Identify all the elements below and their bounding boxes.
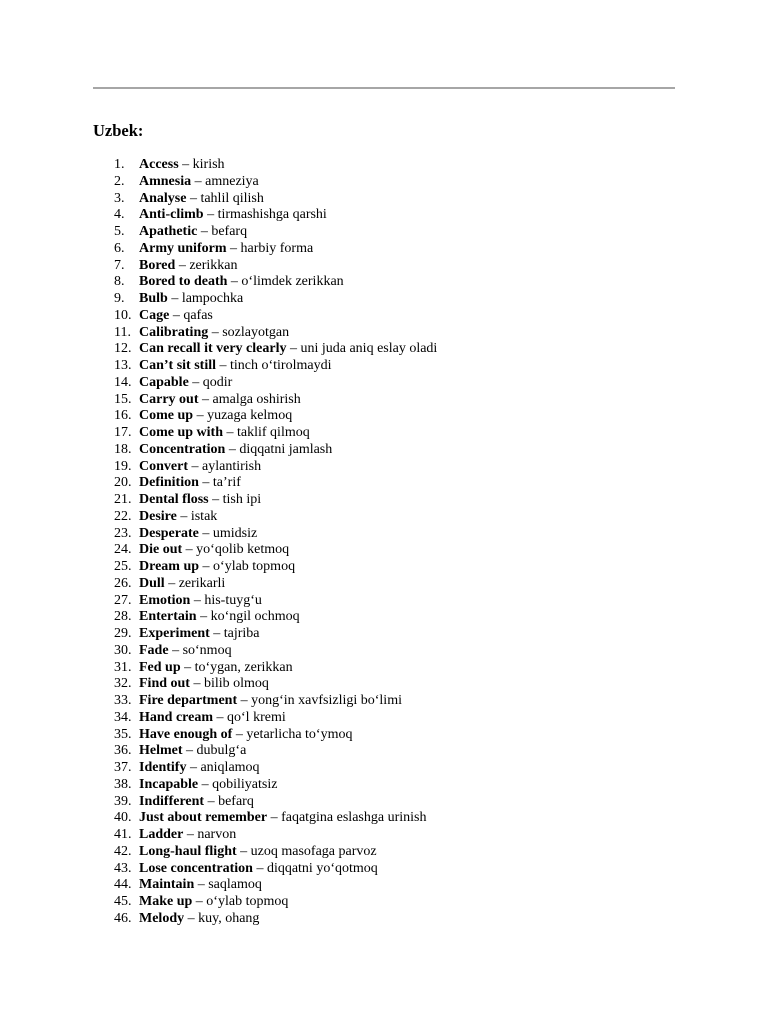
item-number: 29. <box>114 626 132 641</box>
uzbek-translation: sozlayotgan <box>222 324 290 340</box>
uzbek-translation: o‘limdek zerikkan <box>241 274 344 290</box>
item-number: 4. <box>114 207 125 223</box>
uzbek-translation: kirish <box>192 157 225 172</box>
separator-dash: – <box>270 810 278 826</box>
item-entry <box>139 392 301 409</box>
separator-dash: – <box>202 559 210 574</box>
uzbek-translation: faqatgina eslashga urinish <box>281 810 427 826</box>
item-number: 44. <box>114 877 132 893</box>
item-entry <box>139 425 310 442</box>
item-entry <box>139 559 295 576</box>
item-entry <box>139 827 236 844</box>
item-number: 22. <box>114 508 132 524</box>
separator-dash: – <box>191 458 199 474</box>
item-number: 10. <box>114 307 132 323</box>
item-number: 30. <box>114 642 132 658</box>
english-term: Find out <box>139 676 190 692</box>
uzbek-translation: his-tuyg‘u <box>204 592 262 608</box>
english-term: Fade <box>139 642 169 658</box>
uzbek-translation: o‘ylab topmoq <box>206 894 289 909</box>
uzbek-translation: harbiy forma <box>240 240 314 256</box>
uzbek-translation: yetarlicha to‘ymoq <box>246 726 353 742</box>
separator-dash: – <box>193 592 201 608</box>
item-number: 27. <box>114 592 132 608</box>
uzbek-translation: taklif qilmoq <box>237 425 310 440</box>
uzbek-translation: lampochka <box>181 291 244 306</box>
uzbek-translation: uni juda aniq eslay oladi <box>300 341 438 357</box>
item-entry <box>139 442 332 459</box>
english-term: Desperate <box>139 525 199 541</box>
item-number: 26. <box>114 575 132 591</box>
uzbek-translation: so‘nmoq <box>182 642 232 658</box>
item-entry <box>139 459 261 476</box>
separator-dash: – <box>180 508 188 524</box>
item-number: 31. <box>114 659 132 675</box>
item-number: 34. <box>114 709 132 725</box>
separator-dash: – <box>184 659 192 675</box>
item-entry <box>139 258 238 275</box>
uzbek-translation: narvon <box>197 827 237 842</box>
uzbek-translation: ta’rif <box>212 475 241 491</box>
separator-dash: – <box>212 492 220 507</box>
uzbek-translation: istak <box>190 508 218 524</box>
uzbek-translation: diqqatni yo‘qotmoq <box>266 860 378 876</box>
item-entry <box>139 810 426 827</box>
english-term: Incapable <box>139 776 199 792</box>
english-term: Can recall it very clearly <box>139 341 287 357</box>
separator-dash: – <box>230 274 238 290</box>
item-number: 19. <box>114 458 132 474</box>
item-entry <box>139 626 260 643</box>
english-term: Make up <box>139 894 193 909</box>
english-term: Bored to death <box>139 274 228 290</box>
uzbek-translation: tirmashishga qarshi <box>217 207 327 223</box>
uzbek-translation: amalga oshirish <box>212 391 301 407</box>
separator-dash: – <box>207 793 215 809</box>
separator-dash: – <box>216 709 224 725</box>
separator-dash: – <box>186 743 194 759</box>
item-number: 3. <box>114 190 125 206</box>
item-entry <box>139 274 344 291</box>
item-number: 36. <box>114 743 132 759</box>
separator-dash: – <box>240 843 248 859</box>
item-entry <box>139 760 260 777</box>
uzbek-translation: tajriba <box>223 626 260 641</box>
item-number: 37. <box>114 760 132 775</box>
uzbek-translation: diqqatni jamlash <box>239 441 333 457</box>
item-number: 2. <box>114 173 125 189</box>
english-term: Come up with <box>139 425 224 440</box>
item-number: 43. <box>114 860 132 876</box>
separator-dash: – <box>202 475 210 491</box>
uzbek-translation: amneziya <box>205 173 259 189</box>
english-term: Analyse <box>139 190 187 206</box>
item-number: 1. <box>114 157 125 172</box>
english-term: Maintain <box>139 877 195 893</box>
english-term: Carry out <box>139 391 199 407</box>
item-number: 28. <box>114 609 132 625</box>
english-term: Have enough of <box>139 726 233 742</box>
uzbek-translation: tinch o‘tirolmaydi <box>230 358 332 373</box>
item-entry <box>139 911 259 928</box>
uzbek-translation: tish ipi <box>222 492 262 507</box>
item-entry <box>139 844 377 861</box>
uzbek-translation: qobiliyatsiz <box>212 776 278 792</box>
uzbek-translation: saqlamoq <box>208 877 262 893</box>
item-number: 45. <box>114 894 132 909</box>
item-entry <box>139 660 293 677</box>
english-term: Just about remember <box>139 810 268 826</box>
english-term: Long-haul flight <box>139 843 237 859</box>
item-entry <box>139 743 246 760</box>
item-entry <box>139 676 269 693</box>
item-number: 35. <box>114 726 132 742</box>
item-entry <box>139 207 327 224</box>
separator-dash: – <box>256 860 264 876</box>
separator-dash: – <box>226 425 234 440</box>
separator-dash: – <box>197 877 205 893</box>
separator-dash: – <box>289 341 297 357</box>
separator-dash: – <box>211 324 219 340</box>
english-term: Definition <box>139 475 199 491</box>
english-term: Ladder <box>139 827 184 842</box>
english-term: Desire <box>139 508 177 524</box>
separator-dash: – <box>196 408 204 424</box>
separator-dash: – <box>201 776 209 792</box>
item-entry <box>139 341 437 358</box>
item-entry <box>139 727 352 744</box>
uzbek-translation: bilib olmoq <box>203 676 269 692</box>
separator-dash: – <box>189 760 197 775</box>
item-number: 33. <box>114 693 132 708</box>
english-term: Cage <box>139 307 170 323</box>
separator-dash: – <box>178 257 186 273</box>
uzbek-translation: uzoq masofaga parvoz <box>250 843 377 859</box>
item-entry <box>139 492 261 509</box>
uzbek-translation: qodir <box>202 374 233 390</box>
item-entry <box>139 526 257 543</box>
english-term: Fed up <box>139 659 181 675</box>
separator-dash: – <box>185 542 193 558</box>
english-term: Helmet <box>139 743 183 759</box>
english-term: Experiment <box>139 626 210 641</box>
item-number: 32. <box>114 676 132 692</box>
item-entry <box>139 224 247 241</box>
uzbek-translation: qafas <box>183 307 213 323</box>
separator-dash: – <box>200 224 208 239</box>
item-entry <box>139 894 288 911</box>
item-number: 39. <box>114 793 132 809</box>
uzbek-translation: ko‘ngil ochmoq <box>210 609 300 625</box>
english-term: Apathetic <box>139 224 198 239</box>
item-entry <box>139 877 262 894</box>
separator-dash: – <box>193 676 201 692</box>
item-number: 46. <box>114 910 132 926</box>
item-entry <box>139 794 254 811</box>
separator-dash: – <box>168 575 176 591</box>
item-entry <box>139 308 213 325</box>
uzbek-translation: zerikarli <box>178 575 226 591</box>
item-number: 17. <box>114 425 132 440</box>
separator-dash: – <box>240 693 248 708</box>
item-entry <box>139 291 243 308</box>
uzbek-translation: zerikkan <box>189 257 238 273</box>
separator-dash: – <box>186 827 194 842</box>
english-term: Melody <box>139 910 185 926</box>
separator-dash: – <box>202 525 210 541</box>
english-term: Indifferent <box>139 793 205 809</box>
item-number: 25. <box>114 559 132 574</box>
uzbek-translation: dubulg‘a <box>196 743 247 759</box>
item-entry <box>139 325 289 342</box>
separator-dash: – <box>192 374 200 390</box>
english-term: Army uniform <box>139 240 227 256</box>
item-number: 6. <box>114 240 125 256</box>
item-entry <box>139 693 402 710</box>
uzbek-translation: umidsiz <box>212 525 258 541</box>
item-entry <box>139 509 217 526</box>
separator-dash: – <box>200 609 208 625</box>
english-term: Access <box>139 157 179 172</box>
item-number: 15. <box>114 391 132 407</box>
english-term: Dental floss <box>139 492 209 507</box>
english-term: Dull <box>139 575 165 591</box>
item-entry <box>139 375 232 392</box>
item-entry <box>139 157 225 174</box>
item-entry <box>139 593 262 610</box>
english-term: Can’t sit still <box>139 358 216 373</box>
horizontal-divider <box>93 87 675 89</box>
item-number: 5. <box>114 224 125 239</box>
uzbek-translation: yuzaga kelmoq <box>207 408 293 424</box>
item-number: 14. <box>114 374 132 390</box>
item-entry <box>139 475 241 492</box>
separator-dash: – <box>195 894 203 909</box>
english-term: Hand cream <box>139 709 214 725</box>
english-term: Identify <box>139 760 187 775</box>
english-term: Entertain <box>139 609 197 625</box>
separator-dash: – <box>182 157 190 172</box>
item-number: 38. <box>114 776 132 792</box>
item-entry <box>139 777 277 794</box>
english-term: Lose concentration <box>139 860 253 876</box>
item-number: 41. <box>114 827 132 842</box>
separator-dash: – <box>202 391 209 407</box>
item-number: 20. <box>114 475 132 491</box>
item-number: 11. <box>114 324 131 340</box>
separator-dash: – <box>213 626 221 641</box>
item-number: 12. <box>114 341 132 357</box>
english-term: Dream up <box>139 559 200 574</box>
english-term: Capable <box>139 374 189 390</box>
item-entry <box>139 861 378 878</box>
english-term: Come up <box>139 408 194 424</box>
item-number: 23. <box>114 525 132 541</box>
section-heading: Uzbek: <box>93 121 144 140</box>
english-term: Amnesia <box>139 173 192 189</box>
item-number: 13. <box>114 358 132 373</box>
item-entry <box>139 191 264 208</box>
uzbek-translation: to‘ygan, zerikkan <box>194 659 293 675</box>
uzbek-translation: aylantirish <box>202 458 262 474</box>
item-entry <box>139 358 331 375</box>
separator-dash: – <box>189 190 197 206</box>
separator-dash: – <box>171 291 179 306</box>
english-term: Fire department <box>139 693 238 708</box>
item-entry <box>139 241 313 258</box>
english-term: Die out <box>139 542 183 558</box>
item-number: 9. <box>114 291 125 306</box>
item-number: 8. <box>114 274 125 290</box>
item-entry <box>139 542 289 559</box>
separator-dash: – <box>207 207 215 223</box>
separator-dash: – <box>172 642 180 658</box>
item-number: 40. <box>114 810 132 826</box>
uzbek-translation: befarq <box>218 793 254 809</box>
english-term: Bulb <box>139 291 168 306</box>
item-number: 24. <box>114 542 132 558</box>
item-entry <box>139 609 300 626</box>
item-entry <box>139 643 232 660</box>
item-entry <box>139 710 286 727</box>
english-term: Emotion <box>139 592 191 608</box>
separator-dash: – <box>230 240 237 256</box>
uzbek-translation: befarq <box>211 224 248 239</box>
item-entry <box>139 576 225 593</box>
item-number: 42. <box>114 843 132 859</box>
separator-dash: – <box>194 173 202 189</box>
english-term: Concentration <box>139 441 226 457</box>
english-term: Bored <box>139 257 176 273</box>
uzbek-translation: yo‘qolib ketmoq <box>196 542 290 558</box>
uzbek-translation: qo‘l kremi <box>227 709 286 725</box>
separator-dash: – <box>235 726 243 742</box>
uzbek-translation: tahlil qilish <box>200 190 264 206</box>
item-number: 7. <box>114 257 125 273</box>
english-term: Convert <box>139 458 188 474</box>
separator-dash: – <box>172 307 180 323</box>
item-entry <box>139 408 292 425</box>
item-entry <box>139 174 259 191</box>
english-term: Calibrating <box>139 324 209 340</box>
item-number: 16. <box>114 408 132 424</box>
separator-dash: – <box>228 441 236 457</box>
uzbek-translation: aniqlamoq <box>200 760 260 775</box>
item-number: 21. <box>114 492 132 507</box>
separator-dash: – <box>219 358 227 373</box>
uzbek-translation: kuy, ohang <box>198 910 260 926</box>
item-number: 18. <box>114 441 132 457</box>
separator-dash: – <box>187 910 195 926</box>
uzbek-translation: o‘ylab topmoq <box>213 559 296 574</box>
english-term: Anti-climb <box>139 207 204 223</box>
uzbek-translation: yong‘in xavfsizligi bo‘limi <box>251 693 402 708</box>
